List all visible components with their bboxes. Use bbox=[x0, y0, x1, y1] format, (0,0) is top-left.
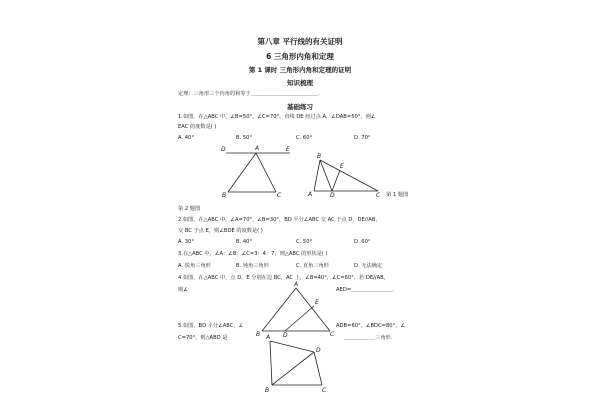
fig2-label-a: A bbox=[308, 191, 313, 198]
fig1-label-e: E bbox=[286, 146, 290, 153]
fig4-label-e: E bbox=[315, 299, 319, 306]
fig5-label-d: D bbox=[316, 347, 321, 354]
lesson-title: 第 1 课时 三角形内角和定理的证明 bbox=[248, 66, 352, 74]
theorem-text: 定理：三角形三个内角的和等于＿＿＿＿＿＿＿＿＿＿＿＿＿. bbox=[178, 91, 320, 97]
q3-option-d: D. 无法确定 bbox=[354, 263, 383, 269]
q4-stem-line2-left: 则∠ bbox=[178, 287, 188, 293]
fig5-bisector-bd bbox=[272, 352, 314, 385]
q1-option-a: A. 40° bbox=[178, 135, 194, 141]
fig4-label-c: C bbox=[330, 331, 335, 338]
fig4-label-b: B bbox=[256, 331, 261, 338]
q5-stem-line2-right: ＿＿＿＿＿＿三角形. bbox=[344, 335, 393, 341]
fig5-label-c: C bbox=[322, 387, 327, 394]
fig5-label-b: B bbox=[265, 387, 270, 394]
q1-figure-caption: 第 1 题图 bbox=[386, 192, 409, 198]
q2-option-b: B. 40° bbox=[236, 239, 253, 245]
fig2-label-c: C bbox=[376, 192, 381, 199]
q3-stem: 3.在△ABC 中，∠A：∠B：∠C=3：4：7，则△ABC 的形状是( ) bbox=[178, 251, 328, 257]
q2-stem-line2: 交 BC 于点 E，则∠BDE 的度数是( ) bbox=[178, 228, 263, 234]
fig2-label-d: D bbox=[330, 192, 335, 199]
q2-option-a: A. 30° bbox=[178, 239, 194, 245]
section-title: 6 三角形内角和定理 bbox=[266, 52, 334, 61]
q5-stem-line2-left: C=70°，则△ABD 是 bbox=[178, 335, 228, 341]
fig5-label-a: A bbox=[266, 334, 271, 341]
fig2-label-e: E bbox=[340, 163, 344, 170]
q5-stem-line1-right: ADB=60°，∠BDC=80°，∠ bbox=[336, 323, 406, 329]
chapter-title: 第八章 平行线的有关证明 bbox=[257, 37, 343, 46]
q4-stem-line1: 4.如图，在△ABC 中，点 D，E 分别在边 BC，AC 上，∠B=40°，∠C=60°，若 DE//AB， bbox=[178, 275, 389, 281]
fig1-label-c: C bbox=[277, 192, 282, 199]
fig1-label-a: A bbox=[255, 145, 260, 152]
fig5-side-ad bbox=[270, 341, 314, 352]
q2-stem-line1: 2.如图，在△ABC 中，∠A=70°，∠B=30°，BD 平分∠ABC 交 AC 于点 D，DE//AB， bbox=[178, 217, 381, 223]
q3-option-b: B. 钝角三角形 bbox=[236, 263, 269, 269]
practice-title: 基础练习 bbox=[287, 103, 313, 111]
fig2-label-b: B bbox=[317, 153, 322, 160]
q1-stem-line1: 1.如图，在△ABC 中，∠B=50°，∠C=70°，直线 DE 经过点 A，∠DAB=50°，则∠ bbox=[178, 114, 376, 120]
fig4-label-d: D bbox=[283, 332, 288, 339]
q1-stem-line2: EAC 的度数是( ) bbox=[178, 124, 217, 130]
q2-option-d: D. 60° bbox=[354, 239, 371, 245]
fig5-side-dc bbox=[314, 352, 322, 385]
fig1-label-b: B bbox=[222, 192, 227, 199]
q4-stem-line2-right: AED=＿＿＿＿＿＿＿＿. bbox=[336, 287, 395, 293]
q3-option-c: C. 直角三角形 bbox=[296, 263, 329, 269]
knowledge-title: 知识梳理 bbox=[287, 79, 313, 87]
fig4-label-a: A bbox=[294, 281, 299, 288]
q5-stem-line1-left: 5.如图，BD 平分∠ABC，∠ bbox=[178, 323, 244, 329]
q1-option-d: D. 70° bbox=[354, 135, 371, 141]
q2-option-c: C. 50° bbox=[296, 239, 313, 245]
fig5-side-ab bbox=[270, 341, 272, 385]
q2-caption: 第 2 题图 bbox=[178, 206, 201, 212]
q1-option-c: C. 60° bbox=[296, 135, 313, 141]
q3-option-a: A. 锐角三角形 bbox=[178, 263, 211, 269]
fig1-label-d: D bbox=[221, 146, 226, 153]
q1-option-b: B. 50° bbox=[236, 135, 253, 141]
